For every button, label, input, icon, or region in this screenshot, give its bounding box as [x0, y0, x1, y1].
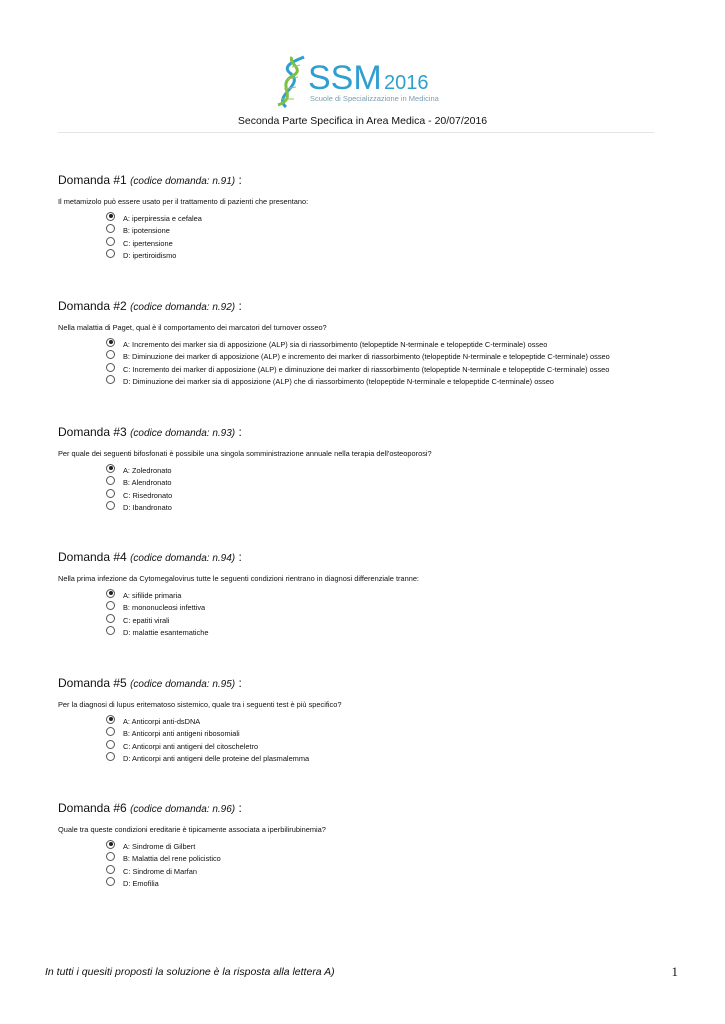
page-number: 1: [671, 964, 678, 979]
radio-selected-icon[interactable]: [106, 840, 115, 849]
question-title: [58, 800, 668, 816]
radio-empty-icon[interactable]: [106, 865, 115, 874]
answer-label: A: Zoledronato: [123, 465, 172, 475]
answer-option[interactable]: [106, 237, 668, 250]
answer-label: C: epatiti virali: [123, 615, 170, 625]
radio-empty-icon[interactable]: [106, 489, 115, 498]
answer-option[interactable]: [106, 502, 668, 515]
question-number: Domanda #5: [58, 676, 127, 690]
question-code: (codice domanda: n.92): [130, 302, 236, 313]
radio-empty-icon[interactable]: [106, 237, 115, 246]
radio-empty-icon[interactable]: [106, 375, 115, 384]
radio-selected-icon[interactable]: [106, 212, 115, 221]
question-block: [58, 800, 668, 890]
answer-option[interactable]: [106, 589, 668, 602]
header-divider: [58, 132, 654, 133]
answer-label: D: ipertiroidismo: [123, 251, 177, 261]
ssm-logo: [270, 55, 460, 110]
answer-option[interactable]: [106, 376, 668, 389]
question-code: (codice domanda: n.96): [130, 804, 236, 815]
question-number: Domanda #1: [58, 173, 127, 187]
answer-label: B: Diminuzione dei marker di apposizione (ALP) e incremento dei marker di riassorbimento (telopeptide N-terminale e telopeptide C-terminale) osseo: [123, 352, 610, 362]
answer-option[interactable]: [106, 250, 668, 263]
radio-selected-icon[interactable]: [106, 715, 115, 724]
answer-option[interactable]: [106, 212, 668, 225]
answer-option[interactable]: [106, 477, 668, 490]
radio-empty-icon[interactable]: [106, 752, 115, 761]
question-block: [58, 424, 668, 514]
answer-label: D: Anticorpi anti antigeni delle proteine del plasmalemma: [123, 754, 310, 764]
answer-option[interactable]: [106, 602, 668, 615]
radio-empty-icon[interactable]: [106, 852, 115, 861]
question-text: Il metamizolo può essere usato per il trattamento di pazienti che presentano:: [58, 197, 309, 206]
answer-label: B: Alendronato: [123, 478, 172, 488]
question-text: Per la diagnosi di lupus eritematoso sistemico, quale tra i seguenti test è più specifico?: [58, 700, 342, 709]
answer-options: [106, 464, 668, 514]
radio-empty-icon[interactable]: [106, 501, 115, 510]
radio-empty-icon[interactable]: [106, 476, 115, 485]
question-code: (codice domanda: n.94): [130, 553, 236, 564]
radio-selected-icon[interactable]: [106, 589, 115, 598]
page-title: Seconda Parte Specifica in Area Medica - 20/07/2016: [237, 115, 488, 127]
question-title: [58, 298, 668, 314]
question-title: [58, 675, 668, 691]
answer-options: [106, 212, 668, 262]
radio-empty-icon[interactable]: [106, 249, 115, 258]
answer-label: A: sifilide primaria: [123, 590, 182, 600]
question-text: Nella prima infezione da Cytomegalovirus tutte le seguenti condizioni rientrano in diagnosi differenziale tranne:: [58, 574, 419, 583]
answer-options: [106, 338, 668, 388]
question-text: Quale tra queste condizioni ereditarie è tipicamente associata a iperbilirubinemia?: [58, 825, 326, 834]
answer-option[interactable]: [106, 464, 668, 477]
question-separator: :: [235, 173, 242, 187]
radio-empty-icon[interactable]: [106, 727, 115, 736]
answer-option[interactable]: [106, 225, 668, 238]
question-text: Nella malattia di Paget, qual è il comportamento dei marcatori del turnover osseo?: [58, 323, 327, 332]
question-number: Domanda #4: [58, 550, 127, 564]
logo-year: 2016: [384, 72, 429, 94]
answer-label: A: Anticorpi anti-dsDNA: [123, 716, 201, 726]
radio-empty-icon[interactable]: [106, 350, 115, 359]
answer-option[interactable]: [106, 878, 668, 891]
radio-selected-icon[interactable]: [106, 338, 115, 347]
question-block: [58, 172, 668, 262]
question-title: [58, 549, 668, 565]
question-number: Domanda #2: [58, 299, 127, 313]
dna-helix-icon: [278, 57, 304, 107]
answer-label: C: Incremento dei marker di apposizione (ALP) e diminuzione dei marker di riassorbimento (telopeptide N-terminale e telopeptide C-terminale) osseo: [123, 364, 610, 374]
question-block: [58, 549, 668, 639]
answer-label: C: Risedronato: [123, 490, 173, 500]
question-separator: :: [235, 550, 242, 564]
answer-label: A: iperpiressia e cefalea: [123, 213, 202, 223]
question-separator: :: [235, 676, 242, 690]
answer-option[interactable]: [106, 627, 668, 640]
logo-subtitle: Scuole di Specializzazione in Medicina: [310, 94, 439, 103]
question-code: (codice domanda: n.95): [130, 679, 236, 690]
question-code: (codice domanda: n.91): [130, 176, 236, 187]
answer-option[interactable]: [106, 715, 668, 728]
radio-empty-icon[interactable]: [106, 224, 115, 233]
answer-label: C: ipertensione: [123, 238, 173, 248]
answer-option[interactable]: [106, 363, 668, 376]
question-number: Domanda #3: [58, 425, 127, 439]
answer-option[interactable]: [106, 728, 668, 741]
answer-label: C: Anticorpi anti antigeni del citoscheletro: [123, 741, 259, 751]
answer-options: [106, 589, 668, 639]
radio-empty-icon[interactable]: [106, 740, 115, 749]
question-block: [58, 298, 668, 388]
answer-options: [106, 840, 668, 890]
answer-option[interactable]: [106, 840, 668, 853]
answer-label: B: mononucleosi infettiva: [123, 603, 206, 613]
radio-selected-icon[interactable]: [106, 464, 115, 473]
answer-label: B: ipotensione: [123, 226, 170, 236]
answer-label: A: Sindrome di Gilbert: [123, 841, 196, 851]
answer-option[interactable]: [106, 853, 668, 866]
question-block: [58, 675, 668, 765]
question-title: [58, 172, 668, 188]
question-separator: :: [235, 801, 242, 815]
answer-option[interactable]: [106, 614, 668, 627]
question-title: [58, 424, 668, 440]
answer-label: B: Anticorpi anti antigeni ribosomiali: [123, 729, 240, 739]
answer-option[interactable]: [106, 740, 668, 753]
footer-note: In tutti i quesiti proposti la soluzione è la risposta alla lettera A): [45, 966, 335, 978]
answer-option[interactable]: [106, 351, 668, 364]
logo-main: SSM: [308, 59, 382, 97]
answer-label: D: Diminuzione dei marker sia di apposizione (ALP) che di riassorbimento (telopeptide N-terminale e telopeptide C-terminale) osseo: [123, 377, 554, 387]
answer-options: [106, 715, 668, 765]
answer-label: D: Emofilia: [123, 879, 159, 889]
answer-option[interactable]: [106, 338, 668, 351]
radio-empty-icon[interactable]: [106, 601, 115, 610]
question-code: (codice domanda: n.93): [130, 428, 236, 439]
answer-option[interactable]: [106, 489, 668, 502]
answer-label: B: Malattia del rene policistico: [123, 854, 221, 864]
question-text: Per quale dei seguenti bifosfonati è possibile una singola somministrazione annuale nella terapia dell'osteoporosi?: [58, 449, 432, 458]
answer-option[interactable]: [106, 865, 668, 878]
answer-label: A: Incremento dei marker sia di apposizione (ALP) sia di riassorbimento (telopeptide N-terminale e telopeptide C-terminale) osseo: [123, 339, 548, 349]
answer-label: C: Sindrome di Marfan: [123, 866, 197, 876]
answer-label: D: Ibandronato: [123, 503, 172, 513]
answer-option[interactable]: [106, 753, 668, 766]
question-separator: :: [235, 299, 242, 313]
answer-label: D: malattie esantematiche: [123, 628, 209, 638]
radio-empty-icon[interactable]: [106, 363, 115, 372]
radio-empty-icon[interactable]: [106, 877, 115, 886]
radio-empty-icon[interactable]: [106, 614, 115, 623]
question-number: Domanda #6: [58, 801, 127, 815]
radio-empty-icon[interactable]: [106, 626, 115, 635]
question-separator: :: [235, 425, 242, 439]
